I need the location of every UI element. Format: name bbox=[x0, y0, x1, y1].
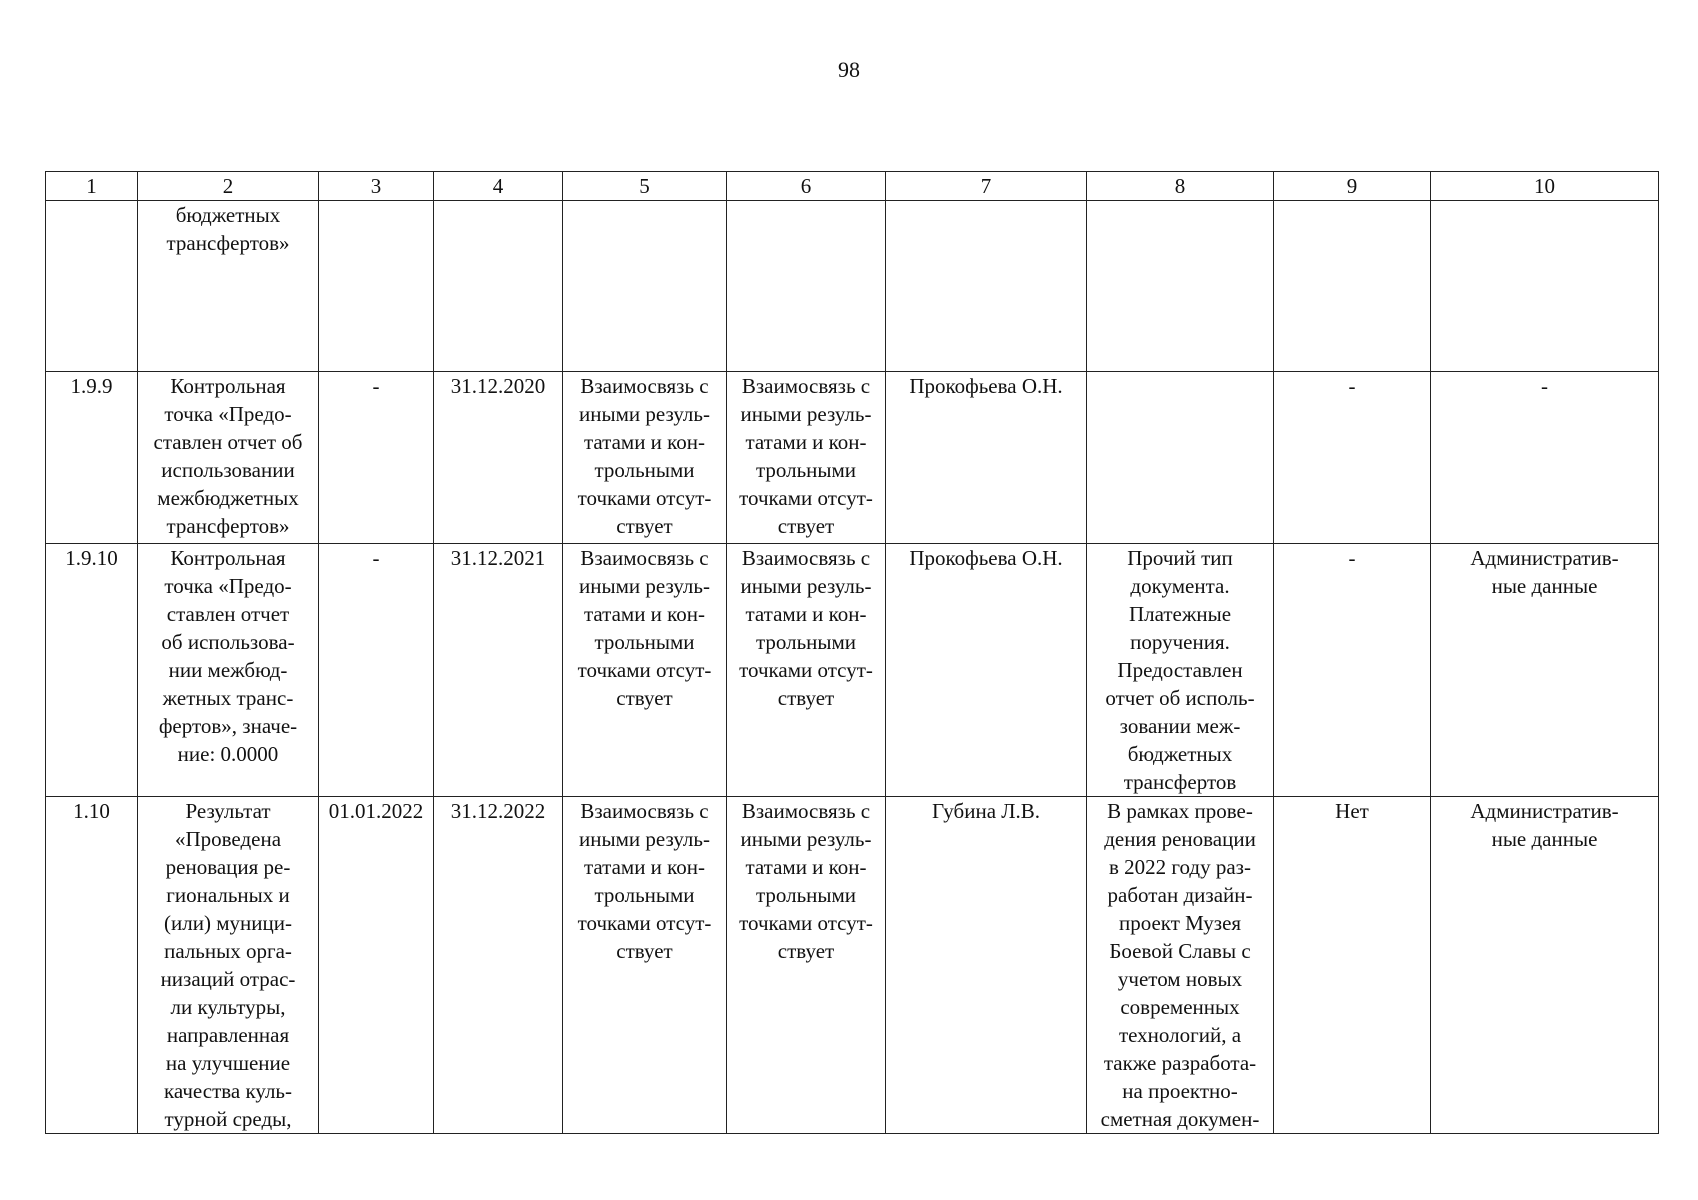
name-cell: Результат «Проведена реновация ре- гиональных и (или) муници- пальных орга- низаций отрас- ли культуры, направленная на улучшение качества куль- турной среды, bbox=[138, 797, 319, 1134]
column-header: 2 bbox=[138, 172, 319, 201]
source-cell: Административ- ные данные bbox=[1431, 544, 1659, 797]
row-number-cell: 1.10 bbox=[46, 797, 138, 1134]
flag-cell: - bbox=[1274, 372, 1431, 544]
column-header: 7 bbox=[886, 172, 1087, 201]
source-cell: Административ- ные данные bbox=[1431, 797, 1659, 1134]
source-cell: - bbox=[1431, 372, 1659, 544]
end-date-cell: 31.12.2021 bbox=[434, 544, 563, 797]
end-date-cell: 31.12.2020 bbox=[434, 372, 563, 544]
document-cell bbox=[1087, 201, 1274, 372]
name-cell: бюджетных трансфертов» bbox=[138, 201, 319, 372]
data-table bbox=[45, 171, 1659, 1134]
flag-cell bbox=[1274, 201, 1431, 372]
table-row bbox=[46, 201, 1659, 372]
column-header: 9 bbox=[1274, 172, 1431, 201]
predecessor-cell bbox=[563, 201, 727, 372]
name-cell: Контрольная точка «Предо- ставлен отчет об использова- нии межбюд- жетных транс- фертов», значе- ние: 0.0000 bbox=[138, 544, 319, 797]
flag-cell: - bbox=[1274, 544, 1431, 797]
table-row bbox=[46, 797, 1659, 1134]
start-date-cell: 01.01.2022 bbox=[319, 797, 434, 1134]
responsible-cell: Прокофьева О.Н. bbox=[886, 544, 1087, 797]
table-row bbox=[46, 544, 1659, 797]
row-number-cell bbox=[46, 201, 138, 372]
column-header: 8 bbox=[1087, 172, 1274, 201]
predecessor-cell: Взаимосвязь с иными резуль- татами и кон- трольными точками отсут- ствует bbox=[563, 372, 727, 544]
successor-cell: Взаимосвязь с иными резуль- татами и кон- трольными точками отсут- ствует bbox=[727, 372, 886, 544]
start-date-cell: - bbox=[319, 544, 434, 797]
row-number-cell: 1.9.9 bbox=[46, 372, 138, 544]
successor-cell bbox=[727, 201, 886, 372]
predecessor-cell: Взаимосвязь с иными резуль- татами и кон- трольными точками отсут- ствует bbox=[563, 544, 727, 797]
column-header: 6 bbox=[727, 172, 886, 201]
start-date-cell: - bbox=[319, 372, 434, 544]
start-date-cell bbox=[319, 201, 434, 372]
name-cell: Контрольная точка «Предо- ставлен отчет об использовании межбюджетных трансфертов» bbox=[138, 372, 319, 544]
predecessor-cell: Взаимосвязь с иными резуль- татами и кон- трольными точками отсут- ствует bbox=[563, 797, 727, 1134]
row-number-cell: 1.9.10 bbox=[46, 544, 138, 797]
flag-cell: Нет bbox=[1274, 797, 1431, 1134]
document-cell: В рамках прове- дения реновации в 2022 году раз- работан дизайн- проект Музея Боевой Славы с учетом новых современных технологий, а также разработа- на проектно- сметная докумен- bbox=[1087, 797, 1274, 1134]
column-header: 4 bbox=[434, 172, 563, 201]
column-header: 1 bbox=[46, 172, 138, 201]
column-header: 5 bbox=[563, 172, 727, 201]
responsible-cell bbox=[886, 201, 1087, 372]
document-cell: Прочий тип документа. Платежные поручения. Предоставлен отчет об исполь- зовании меж- бюджетных трансфертов bbox=[1087, 544, 1274, 797]
source-cell bbox=[1431, 201, 1659, 372]
table-header-row bbox=[46, 172, 1659, 201]
table-row bbox=[46, 372, 1659, 544]
end-date-cell: 31.12.2022 bbox=[434, 797, 563, 1134]
successor-cell: Взаимосвязь с иными резуль- татами и кон- трольными точками отсут- ствует bbox=[727, 544, 886, 797]
successor-cell: Взаимосвязь с иными резуль- татами и кон- трольными точками отсут- ствует bbox=[727, 797, 886, 1134]
responsible-cell: Прокофьева О.Н. bbox=[886, 372, 1087, 544]
responsible-cell: Губина Л.В. bbox=[886, 797, 1087, 1134]
end-date-cell bbox=[434, 201, 563, 372]
page-number: 98 bbox=[838, 57, 860, 82]
column-header: 10 bbox=[1431, 172, 1659, 201]
column-header: 3 bbox=[319, 172, 434, 201]
document-cell bbox=[1087, 372, 1274, 544]
